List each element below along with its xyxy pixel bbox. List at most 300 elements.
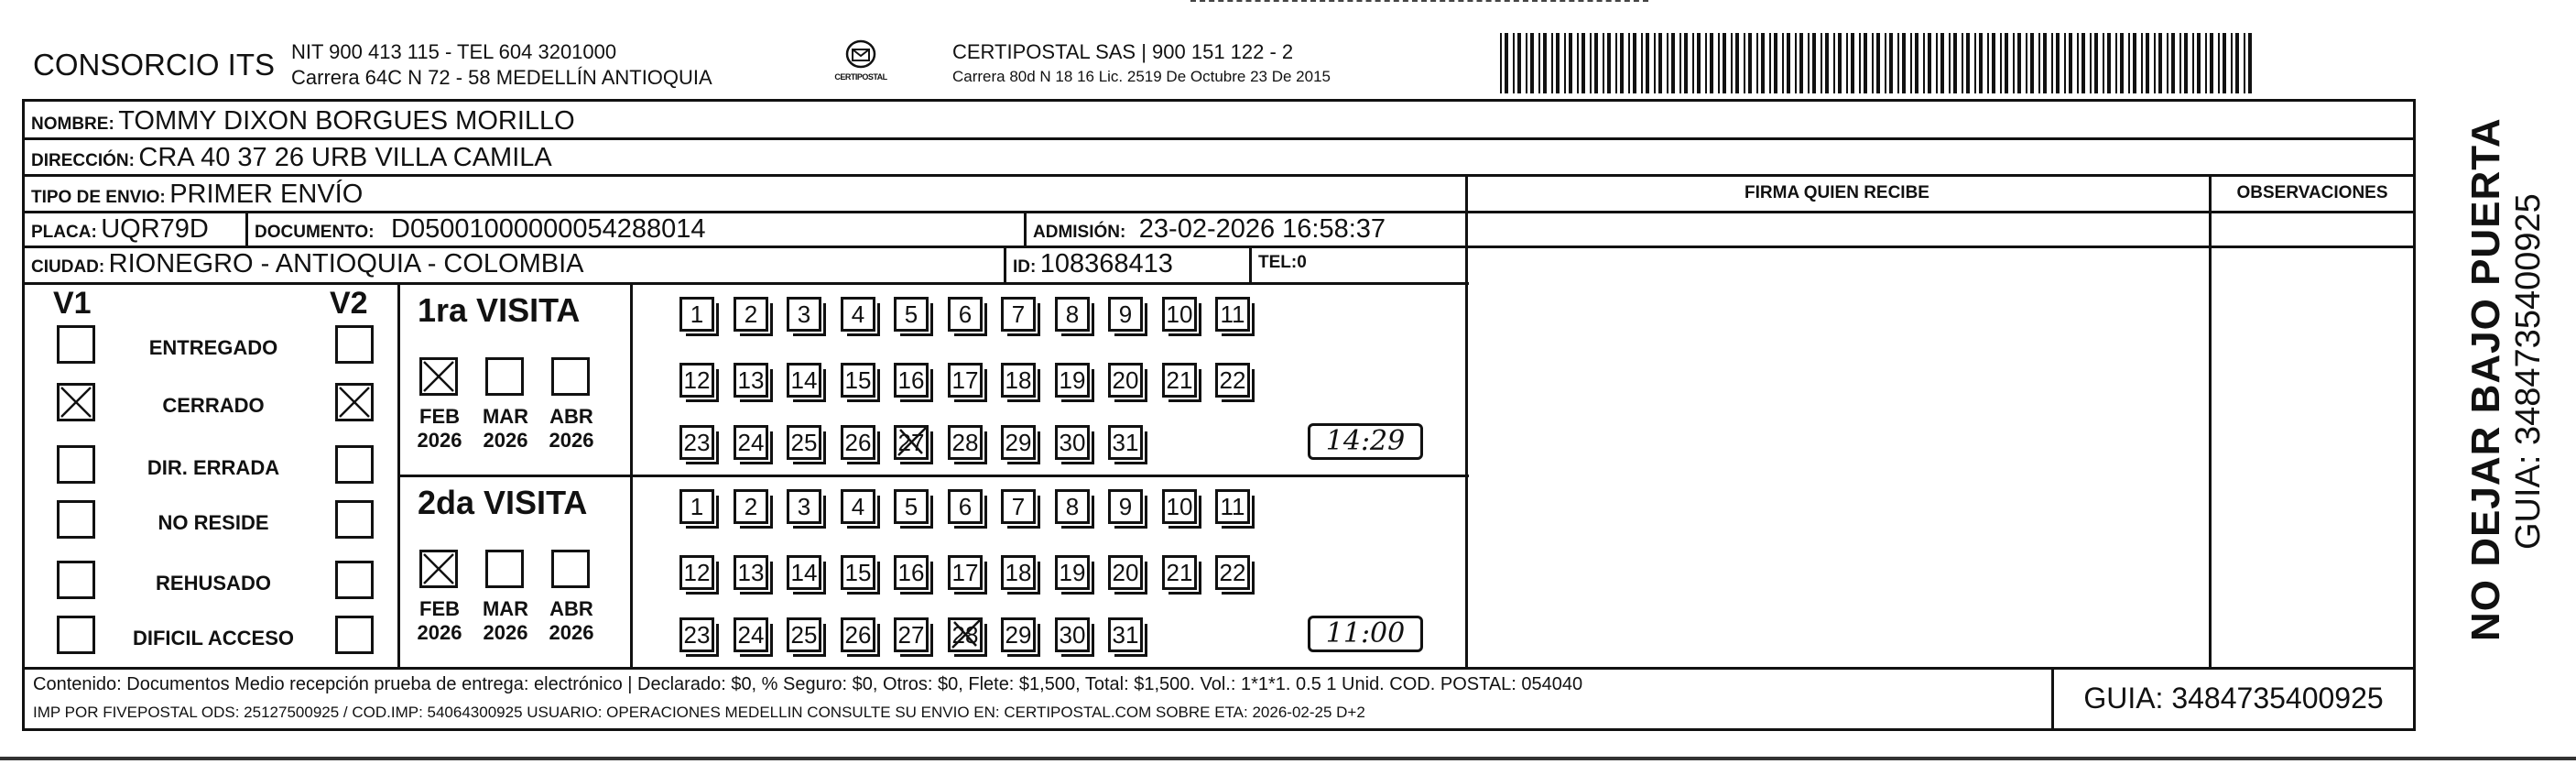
- month-year: 2026: [483, 621, 528, 644]
- placa-value: UQR79D: [101, 214, 209, 244]
- day-box[interactable]: [1108, 297, 1143, 332]
- barcode-bar: [1756, 33, 1758, 93]
- month-checkbox[interactable]: [419, 357, 458, 396]
- day-box[interactable]: [1108, 555, 1143, 590]
- ciudad-cell: [31, 249, 584, 279]
- x-mark-icon: [422, 552, 455, 585]
- day-number: 5: [904, 300, 918, 328]
- day-box[interactable]: [1162, 489, 1197, 524]
- barcode-bar: [1526, 33, 1527, 93]
- day-box[interactable]: [1055, 617, 1090, 652]
- day-number: 23: [683, 429, 711, 456]
- barcode-bar: [2146, 33, 2149, 93]
- day-box[interactable]: [1001, 363, 1036, 398]
- day-box[interactable]: [948, 617, 983, 652]
- day-number: 29: [1005, 429, 1032, 456]
- v1-checkbox[interactable]: [57, 561, 95, 599]
- barcode-bar: [1962, 33, 1963, 93]
- barcode-bar: [2167, 33, 2168, 93]
- day-number: 30: [1059, 621, 1086, 649]
- ciudad-value: RIONEGRO - ANTIOQUIA - COLOMBIA: [108, 249, 584, 278]
- barcode-bar: [1615, 33, 1617, 93]
- month-checkbox[interactable]: [419, 550, 458, 588]
- day-number: 16: [897, 559, 925, 586]
- month-label: [412, 597, 467, 645]
- day-box[interactable]: [894, 555, 929, 590]
- barcode-bar: [1825, 33, 1829, 93]
- day-box[interactable]: [787, 617, 821, 652]
- tipo-envio-row: [31, 180, 363, 210]
- barcode-bar: [1679, 33, 1681, 93]
- day-box[interactable]: [1001, 617, 1036, 652]
- barcode-bar: [1705, 33, 1707, 93]
- barcode-bar: [2248, 33, 2252, 93]
- barcode-bar: [1684, 33, 1688, 93]
- day-number: 21: [1166, 366, 1193, 394]
- barcode-bar: [2235, 33, 2239, 93]
- day-box[interactable]: [787, 363, 821, 398]
- nombre-label: NOMBRE:: [31, 115, 114, 134]
- courier-name: CERTIPOSTAL SAS | 900 151 122 - 2: [952, 40, 1294, 63]
- day-box[interactable]: [841, 555, 875, 590]
- v2-checkbox[interactable]: [335, 445, 374, 484]
- month-year: 2026: [549, 429, 594, 452]
- day-number: 23: [683, 621, 711, 649]
- day-box[interactable]: [679, 425, 714, 460]
- barcode-bar: [2043, 33, 2047, 93]
- status-label: ENTREGADO: [148, 336, 278, 359]
- day-box[interactable]: [679, 555, 714, 590]
- day-number: 5: [904, 493, 918, 520]
- day-number: 10: [1166, 300, 1193, 328]
- barcode-bar: [1530, 33, 1534, 93]
- day-box[interactable]: [787, 555, 821, 590]
- day-number: 13: [737, 366, 765, 394]
- day-box[interactable]: [1162, 363, 1197, 398]
- day-box[interactable]: [1001, 425, 1036, 460]
- firma-label: FIRMA QUIEN RECIBE: [1745, 183, 1929, 202]
- barcode-bar: [2107, 33, 2111, 93]
- day-box[interactable]: [734, 555, 768, 590]
- day-number: 16: [897, 366, 925, 394]
- day-number: 2: [744, 493, 758, 520]
- tel-label: TEL:: [1258, 253, 1298, 272]
- day-number: 28: [951, 429, 979, 456]
- day-box[interactable]: [1162, 297, 1197, 332]
- day-number: 11: [1220, 493, 1245, 520]
- barcode-bar: [1748, 33, 1752, 93]
- month-year: 2026: [417, 429, 462, 452]
- barcode-bar: [1885, 33, 1886, 93]
- barcode-bar: [1538, 33, 1540, 93]
- day-number: 26: [844, 429, 872, 456]
- barcode-bar: [1992, 33, 1995, 93]
- id-cell: [1013, 249, 1173, 279]
- barcode-bar: [1543, 33, 1547, 93]
- day-box[interactable]: [1162, 555, 1197, 590]
- observaciones-label: OBSERVACIONES: [2236, 183, 2388, 202]
- day-number: 28: [951, 621, 979, 649]
- day-box[interactable]: [1215, 555, 1250, 590]
- barcode-bar: [2158, 33, 2162, 93]
- barcode-bar: [2005, 33, 2008, 93]
- placa-cell: [31, 214, 209, 245]
- tel-value: 0: [1297, 253, 1307, 272]
- v1-label: V1: [53, 286, 92, 321]
- x-mark-icon: [422, 360, 455, 393]
- tel-cell: [1258, 253, 1307, 273]
- month-name: FEB: [419, 405, 460, 428]
- nombre-value: TOMMY DIXON BORGUES MORILLO: [118, 106, 575, 136]
- day-number: 25: [790, 429, 818, 456]
- month-checkbox[interactable]: [551, 357, 590, 396]
- barcode-bar: [2017, 33, 2021, 93]
- day-number: 15: [844, 559, 872, 586]
- day-number: 17: [951, 559, 979, 586]
- barcode-bar: [2205, 33, 2207, 93]
- status-label: DIFICIL ACCESO: [132, 627, 294, 649]
- day-number: 4: [851, 300, 865, 328]
- status-label: CERRADO: [162, 394, 265, 417]
- envelope-seal-icon: [842, 38, 879, 70]
- id-value: 108368413: [1039, 249, 1173, 278]
- day-number: 13: [737, 559, 765, 586]
- direccion-row: [31, 143, 552, 173]
- day-box[interactable]: [679, 489, 714, 524]
- barcode-bar: [1902, 33, 1906, 93]
- day-number: 29: [1005, 621, 1032, 649]
- month-name: ABR: [549, 405, 593, 428]
- barcode-bar: [2090, 33, 2092, 93]
- v1-checkbox[interactable]: [57, 616, 95, 654]
- barcode-bar: [1667, 33, 1668, 93]
- cut-line: [1190, 0, 1648, 2]
- status-label: DIR. ERRADA: [147, 456, 280, 479]
- barcode-bar: [1859, 33, 1861, 93]
- day-number: 10: [1166, 493, 1193, 520]
- handwritten-time: 14:29: [1308, 423, 1423, 460]
- barcode-bar: [1577, 33, 1579, 93]
- day-box[interactable]: [1055, 363, 1090, 398]
- day-box[interactable]: [1108, 425, 1143, 460]
- day-box[interactable]: [1215, 489, 1250, 524]
- ciudad-label: CIUDAD:: [31, 257, 105, 277]
- day-box[interactable]: [734, 425, 768, 460]
- barcode-bar: [2171, 33, 2175, 93]
- day-box[interactable]: [894, 617, 929, 652]
- day-number: 9: [1118, 300, 1133, 328]
- month-checkbox[interactable]: [551, 550, 590, 588]
- barcode-bar: [1658, 33, 1662, 93]
- day-number: 20: [1112, 366, 1139, 394]
- day-box[interactable]: [841, 489, 875, 524]
- day-box[interactable]: [1215, 363, 1250, 398]
- barcode-bar: [2000, 33, 2002, 93]
- barcode-bar: [1889, 33, 1893, 93]
- barcode-bar: [2103, 33, 2104, 93]
- barcode-bar: [1581, 33, 1585, 93]
- day-number: 12: [683, 559, 711, 586]
- barcode-bar: [2030, 33, 2034, 93]
- barcode-bar: [1646, 33, 1649, 93]
- day-number: 1: [690, 300, 704, 328]
- month-name: FEB: [419, 597, 460, 620]
- contenido-text: Contenido: Documentos Medio recepción prueba de entrega: electrónico | Declarado: $0, % Seguro: $0, Otros: $0, Flete: $1,500, Total: $1,500. Vol.: 1*1*1. 0.5 1 Unid. COD. POSTAL: 054040: [33, 674, 1583, 694]
- company-address: Carrera 64C N 72 - 58 MEDELLÍN ANTIOQUIA: [291, 66, 712, 89]
- day-box[interactable]: [894, 489, 929, 524]
- day-number: 27: [897, 621, 925, 649]
- barcode-bar: [1910, 33, 1912, 93]
- v2-checkbox[interactable]: [335, 500, 374, 539]
- day-number: 14: [790, 366, 818, 394]
- barcode-bar: [1787, 33, 1790, 93]
- barcode-bar: [1569, 33, 1572, 93]
- barcode: [1500, 33, 2260, 97]
- company-name: CONSORCIO ITS: [33, 48, 276, 82]
- barcode-bar: [2064, 33, 2066, 93]
- day-number: 6: [958, 493, 973, 520]
- barcode-bar: [1876, 33, 1880, 93]
- barcode-bar: [1851, 33, 1854, 93]
- barcode-bar: [1769, 33, 1771, 93]
- barcode-bar: [1979, 33, 1983, 93]
- day-number: 15: [844, 366, 872, 394]
- day-box[interactable]: [679, 297, 714, 332]
- logo-text: CERTIPOSTAL: [834, 72, 887, 82]
- day-box[interactable]: [1055, 425, 1090, 460]
- barcode-bar: [2192, 33, 2194, 93]
- barcode-bar: [2056, 33, 2060, 93]
- month-year: 2026: [549, 621, 594, 644]
- day-box[interactable]: [1055, 555, 1090, 590]
- barcode-bar: [2013, 33, 2015, 93]
- barcode-bar: [1564, 33, 1566, 93]
- month-name: MAR: [482, 597, 529, 620]
- barcode-bar: [2115, 33, 2117, 93]
- day-number: 17: [951, 366, 979, 394]
- bottom-border: [0, 757, 2576, 760]
- barcode-bar: [1940, 33, 1944, 93]
- direccion-value: CRA 40 37 26 URB VILLA CAMILA: [138, 143, 552, 172]
- day-box[interactable]: [1108, 617, 1143, 652]
- v2-label: V2: [330, 286, 368, 321]
- day-number: 27: [897, 429, 925, 456]
- barcode-bar: [1697, 33, 1701, 93]
- day-box[interactable]: [1001, 489, 1036, 524]
- day-box[interactable]: [1001, 555, 1036, 590]
- barcode-bar: [1628, 33, 1630, 93]
- barcode-bar: [1590, 33, 1592, 93]
- barcode-bar: [1833, 33, 1835, 93]
- barcode-bar: [2210, 33, 2213, 93]
- month-year: 2026: [417, 621, 462, 644]
- documento-label: DOCUMENTO:: [255, 223, 375, 242]
- day-box[interactable]: [894, 297, 929, 332]
- month-label: [544, 597, 599, 645]
- day-number: 24: [737, 621, 765, 649]
- month-checkbox[interactable]: [485, 357, 524, 396]
- side-warning: NO DEJAR BAJO PUERTA: [2463, 117, 2508, 641]
- day-check-mark: [949, 615, 985, 651]
- day-number: 20: [1112, 559, 1139, 586]
- day-box[interactable]: [948, 363, 983, 398]
- placa-label: PLACA:: [31, 223, 97, 242]
- day-number: 8: [1065, 300, 1080, 328]
- documento-cell: [255, 214, 706, 245]
- day-box[interactable]: [841, 363, 875, 398]
- month-label: [544, 405, 599, 453]
- barcode-bar: [2069, 33, 2072, 93]
- barcode-bar: [1500, 33, 1502, 93]
- status-label: REHUSADO: [156, 572, 271, 595]
- barcode-bar: [2223, 33, 2226, 93]
- day-box[interactable]: [1001, 297, 1036, 332]
- day-box[interactable]: [787, 297, 821, 332]
- barcode-bar: [2244, 33, 2245, 93]
- month-label: [478, 405, 533, 453]
- barcode-bar: [1761, 33, 1765, 93]
- barcode-bar: [1846, 33, 1848, 93]
- day-number: 14: [790, 559, 818, 586]
- day-box[interactable]: [894, 425, 929, 460]
- month-year: 2026: [483, 429, 528, 452]
- day-box[interactable]: [1055, 489, 1090, 524]
- barcode-bar: [1517, 33, 1521, 93]
- barcode-bar: [1821, 33, 1822, 93]
- tipo-envio-value: PRIMER ENVÍO: [169, 180, 364, 209]
- day-box[interactable]: [1108, 363, 1143, 398]
- v2-checkbox[interactable]: [335, 616, 374, 654]
- admision-label: ADMISIÓN:: [1033, 223, 1126, 242]
- day-number: 11: [1220, 300, 1245, 328]
- side-guia: GUIA: 3484735400925: [2509, 193, 2548, 550]
- barcode-bar: [1633, 33, 1636, 93]
- barcode-bar: [1731, 33, 1733, 93]
- barcode-bar: [1897, 33, 1899, 93]
- barcode-bar: [1966, 33, 1970, 93]
- barcode-bar: [1710, 33, 1713, 93]
- day-box[interactable]: [787, 489, 821, 524]
- month-label: [412, 405, 467, 453]
- month-name: MAR: [482, 405, 529, 428]
- footer-guia: GUIA: 3484735400925: [2083, 682, 2384, 715]
- day-number: 7: [1011, 300, 1026, 328]
- barcode-bar: [2197, 33, 2201, 93]
- admision-value: 23-02-2026 16:58:37: [1138, 214, 1386, 244]
- barcode-bar: [1556, 33, 1560, 93]
- barcode-bar: [2077, 33, 2079, 93]
- x-mark-icon: [338, 386, 371, 419]
- day-box[interactable]: [1055, 297, 1090, 332]
- barcode-bar: [1607, 33, 1611, 93]
- admision-cell: [1033, 214, 1386, 245]
- v1-checkbox[interactable]: [57, 445, 95, 484]
- day-number: 22: [1219, 366, 1246, 394]
- day-box[interactable]: [787, 425, 821, 460]
- v1-checkbox[interactable]: [57, 500, 95, 539]
- day-number: 9: [1118, 493, 1133, 520]
- v1-checkbox[interactable]: [57, 383, 95, 421]
- barcode-bar: [1987, 33, 1989, 93]
- barcode-bar: [1799, 33, 1803, 93]
- barcode-bar: [1808, 33, 1810, 93]
- barcode-bar: [1744, 33, 1745, 93]
- impreso-text: IMP POR FIVEPOSTAL ODS: 25127500925 / COD.IMP: 54064300925 USUARIO: OPERACIONES MEDELLIN CONSULTE SU ENVIO EN: CERTIPOSTAL.COM SOBRE ETA: 2026-02-25 D+2: [33, 704, 1365, 721]
- day-box[interactable]: [734, 363, 768, 398]
- barcode-bar: [2141, 33, 2143, 93]
- day-box[interactable]: [948, 297, 983, 332]
- month-name: ABR: [549, 597, 593, 620]
- barcode-bar: [1594, 33, 1598, 93]
- day-number: 8: [1065, 493, 1080, 520]
- company-nit: NIT 900 413 115 - TEL 604 3201000: [291, 40, 617, 63]
- day-box[interactable]: [841, 617, 875, 652]
- v1-checkbox[interactable]: [57, 325, 95, 364]
- day-number: 12: [683, 366, 711, 394]
- barcode-bar: [2218, 33, 2220, 93]
- day-box[interactable]: [1215, 297, 1250, 332]
- day-box[interactable]: [841, 425, 875, 460]
- day-box[interactable]: [841, 297, 875, 332]
- barcode-bar: [1641, 33, 1643, 93]
- day-number: 19: [1059, 366, 1086, 394]
- day-box[interactable]: [948, 489, 983, 524]
- visit-title: 2da VISITA: [418, 484, 588, 521]
- v2-checkbox[interactable]: [335, 561, 374, 599]
- day-number: 18: [1005, 366, 1032, 394]
- barcode-bar: [1723, 33, 1726, 93]
- barcode-bar: [1782, 33, 1784, 93]
- day-number: 25: [790, 621, 818, 649]
- barcode-bar: [1936, 33, 1938, 93]
- day-number: 2: [744, 300, 758, 328]
- nombre-row: [31, 106, 575, 136]
- day-box[interactable]: [734, 617, 768, 652]
- barcode-bar: [1654, 33, 1656, 93]
- handwritten-time: 11:00: [1308, 616, 1423, 652]
- v2-checkbox[interactable]: [335, 325, 374, 364]
- day-number: 3: [797, 300, 811, 328]
- day-number: 3: [797, 493, 811, 520]
- day-box[interactable]: [948, 425, 983, 460]
- day-box[interactable]: [894, 363, 929, 398]
- barcode-bar: [1671, 33, 1675, 93]
- visit-title: 1ra VISITA: [418, 291, 581, 329]
- day-box[interactable]: [1108, 489, 1143, 524]
- barcode-bar: [1551, 33, 1553, 93]
- day-box[interactable]: [734, 489, 768, 524]
- barcode-bar: [1795, 33, 1797, 93]
- barcode-bar: [1718, 33, 1720, 93]
- day-number: 21: [1166, 559, 1193, 586]
- v2-checkbox[interactable]: [335, 383, 374, 421]
- tipo-envio-label: TIPO DE ENVIO:: [31, 188, 166, 207]
- day-number: 7: [1011, 493, 1026, 520]
- status-label: NO RESIDE: [158, 511, 269, 534]
- day-box[interactable]: [679, 617, 714, 652]
- documento-value: D05001000000054288014: [391, 214, 706, 244]
- month-checkbox[interactable]: [485, 550, 524, 588]
- barcode-bar: [1915, 33, 1918, 93]
- certipostal-logo: [831, 38, 890, 90]
- day-number: 18: [1005, 559, 1032, 586]
- day-box[interactable]: [948, 555, 983, 590]
- day-box[interactable]: [734, 297, 768, 332]
- barcode-bar: [1603, 33, 1604, 93]
- barcode-bar: [2231, 33, 2233, 93]
- day-box[interactable]: [679, 363, 714, 398]
- barcode-bar: [1812, 33, 1816, 93]
